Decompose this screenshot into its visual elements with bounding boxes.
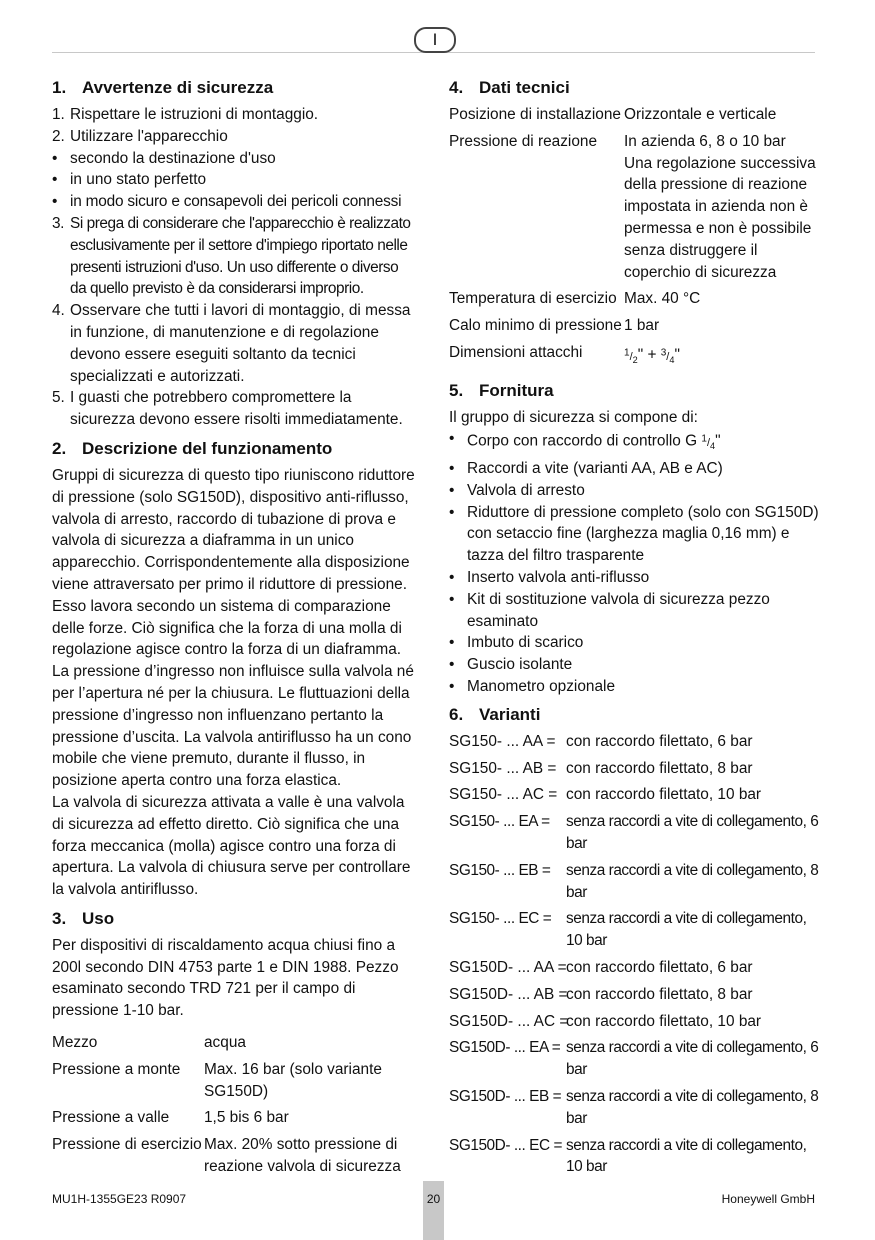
spec-row: Posizione di installazione Orizzontale e verticale	[449, 106, 777, 123]
spec-row: Pressione di reazione In azienda 6, 8 o 10 bar Una regolazione successiva della pressione di reazione impostata in azienda non è permessa e non è possibile senza distruggere il coperchio di sicurezza	[449, 132, 816, 281]
section-heading: 2. Descrizione del funzionamento	[52, 438, 333, 458]
spec-row: Mezzo acqua	[52, 1034, 246, 1052]
variant-row: SG150- ... EC = senza raccordi a vite di collegamento, 10 bar	[449, 910, 807, 950]
list-item: • secondo la destinazione d'uso	[52, 149, 276, 167]
list-item: 2. Utilizzare l'apparecchio	[52, 127, 228, 145]
left-column	[52, 77, 418, 1178]
spec-row: Pressione di esercizio Max. 20% sotto pressione di reazione valvola di sicurezza	[52, 1136, 401, 1176]
list-item: 4. Osservare che tutti i lavori di montaggio, di messa in funzione, di manutenzione e di regolazione devono essere eseguiti soltanto da tecnici specializzati e autorizzati.	[52, 302, 411, 385]
list-item: • Raccordi a vite (varianti AA, AB e AC)	[449, 460, 723, 478]
variant-row: SG150- ... EA = senza raccordi a vite di collegamento, 6 bar	[449, 813, 819, 852]
variant-row: SG150D- ... EA = senza raccordi a vite di collegamento, 6 bar	[449, 1039, 819, 1079]
list-item: • Guscio isolante	[449, 656, 573, 674]
language-badge: I	[414, 27, 456, 53]
list-item: 1. Rispettare le istruzioni di montaggio.	[52, 106, 319, 123]
paragraph: Il gruppo di sicurezza si compone di:	[449, 408, 698, 426]
footer-company: Honeywell GmbH	[721, 1192, 815, 1206]
list-item: • Imbuto di scarico	[449, 634, 584, 652]
list-item: • Kit di sostituzione valvola di sicurezza pezzo esaminato	[449, 590, 770, 630]
variant-row: SG150D- ... EC = senza raccordi a vite di collegamento, 10 bar	[449, 1136, 807, 1176]
list-item: • Inserto valvola anti-riflusso	[449, 569, 650, 587]
spec-row: Pressione a valle 1,5 bis 6 bar	[52, 1109, 289, 1127]
page-number: 20	[423, 1181, 444, 1240]
paragraph: La valvola di sicurezza attivata a valle è una valvola di sicurezza ad effetto diretto. Ciò significa che una forza meccanica (molla) agisce contro una forza di apertura. La valvola di chiusura serve per controllare la valvola antiriflusso.	[52, 793, 411, 899]
variant-row: SG150D- ... EB = senza raccordi a vite di collegamento, 8 bar	[449, 1087, 819, 1127]
section-heading: 4. Dati tecnici	[449, 78, 570, 97]
variant-row: SG150D- ... AC = con raccordo filettato, 10 bar	[449, 1012, 762, 1030]
spec-row: Pressione a monte Max. 16 bar (solo variante SG150D)	[52, 1060, 382, 1100]
section-safety-warnings	[52, 77, 418, 431]
variant-row: SG150- ... AC = con raccordo filettato, 10 bar	[449, 786, 762, 804]
section-delivery	[449, 380, 819, 698]
section-technical-data	[449, 77, 819, 372]
spec-row: Temperatura di esercizio Max. 40 °C	[449, 290, 701, 308]
section-heading: 6. Varianti	[449, 704, 541, 724]
paragraph: Per dispositivi di riscaldamento acqua chiusi fino a 200l secondo DIN 4753 parte 1 e DIN 1988. Pezzo esaminato secondo TRD 721 per il campo di pressione 1-10 bar.	[52, 936, 399, 1020]
section-heading: 1. Avvertenze di sicurezza	[52, 78, 274, 97]
list-item: • in uno stato perfetto	[52, 171, 207, 189]
variant-row: SG150D- ... AB = con raccordo filettato, 8 bar	[449, 985, 753, 1003]
list-item: 3. Si prega di considerare che l'apparecchio è realizzato esclusivamente per il settore d'impiego riportato nelle presenti istruzioni d'uso. Un uso differente o diverso da quello previsto è da considerarsi improprio.	[52, 214, 411, 298]
paragraph: Gruppi di sicurezza di questo tipo riuniscono riduttore di pressione (solo SG150D), dispositivo anti-riflusso, valvola di arresto, raccordo di tubazione di prova e valvola di sicurezza a diaframma in un unico apparecchio. Corrispondentemente alla disposizione viene attraversato per primo il riduttore di pressione. Esso lavora secondo un sistema di comparazione delle forze. Ciò significa che la forza di una molla di regolazione agisce contro la forza di un diaframma. La pressione d’ingresso non influisce sulla valvola né per l’apertura né per la chiusura. Le fluttuazioni della pressione d’ingresso non influenzano pertanto la pressione d’uscita. La valvola antiriflusso ha un cono mobile che viene premuto, durante il flusso, in posizione aperta contro una forza elastica.	[52, 466, 415, 790]
spec-row: Calo minimo di pressione 1 bar	[449, 317, 660, 335]
list-item: • Corpo con raccordo di controllo G $^1/_4$"	[449, 430, 721, 452]
section-variants	[449, 704, 819, 1178]
list-item: • Valvola di arresto	[449, 481, 585, 499]
spec-row: Dimensioni attacchi $^1/_2$" + $^3/_4$"	[449, 343, 680, 365]
section-heading: 3. Uso	[52, 908, 115, 928]
variant-row: SG150- ... AB = con raccordo filettato, 8 bar	[449, 759, 753, 777]
footer-doc-id: MU1H-1355GE23 R0907	[52, 1192, 187, 1206]
list-item: 5. I guasti che potrebbero compromettere la sicurezza devono essere risolti immediatamente.	[52, 389, 403, 429]
list-item: • in modo sicuro e consapevoli dei pericoli connessi	[52, 193, 402, 211]
section-function-description	[52, 438, 418, 901]
section-use	[52, 908, 418, 1178]
variant-row: SG150- ... EB = senza raccordi a vite di collegamento, 8 bar	[449, 861, 819, 901]
section-heading: 5. Fornitura	[449, 380, 554, 400]
variant-row: SG150- ... AA = con raccordo filettato, 6 bar	[449, 732, 753, 750]
list-item: • Manometro opzionale	[449, 678, 616, 696]
right-column	[449, 77, 819, 1178]
variant-row: SG150D- ... AA = con raccordo filettato, 6 bar	[449, 958, 753, 976]
list-item: • Riduttore di pressione completo (solo con SG150D) con setaccio fine (larghezza maglia 0,16 mm) e tazza del filtro trasparente	[449, 503, 819, 565]
